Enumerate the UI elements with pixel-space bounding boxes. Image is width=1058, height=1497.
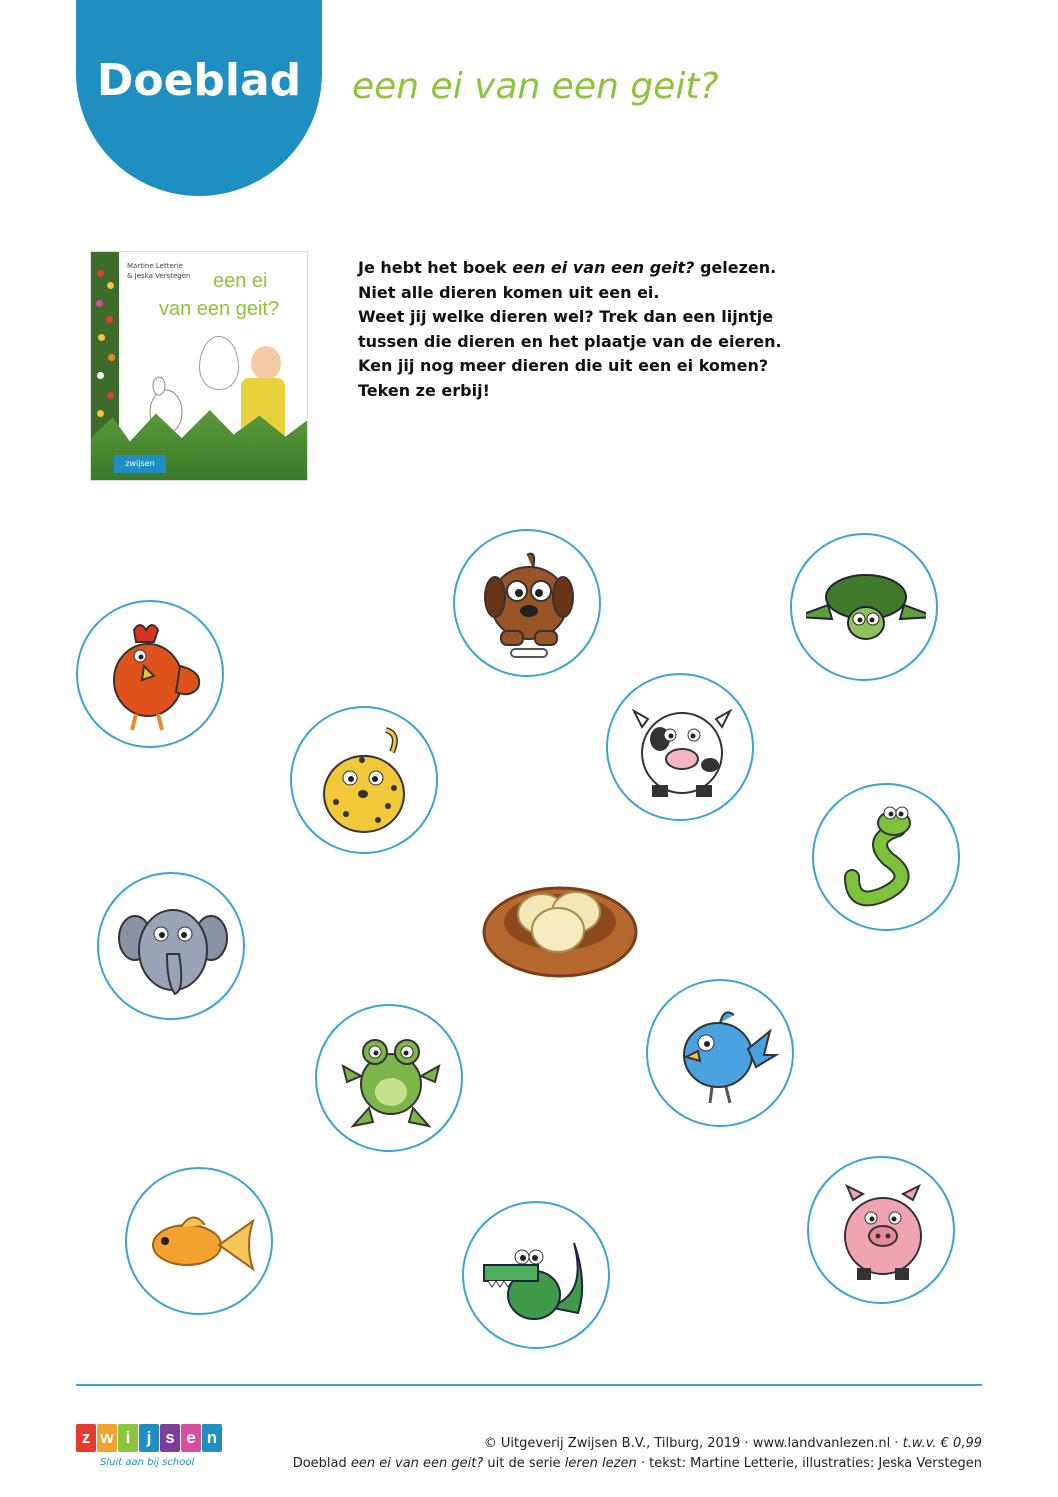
snake-icon <box>828 799 948 919</box>
cow-icon <box>622 689 742 809</box>
cover-authors: Martine Letterie & Jeska Verstegen <box>127 262 191 280</box>
egg-nest-icon <box>480 868 640 980</box>
leopard-icon <box>306 722 426 842</box>
goldfish-icon <box>141 1183 261 1303</box>
crocodile-icon <box>478 1217 598 1337</box>
dog-icon <box>469 545 589 665</box>
page-title: Doeblad <box>96 55 302 106</box>
bird-icon <box>662 995 782 1115</box>
instructions: Je hebt het boek een ei van een geit? gelezen. Niet alle dieren komen uit een ei. Weet jij welke dieren wel? Trek dan een lijntje tussen die dieren en het plaatje van de eieren. Ken jij nog meer dieren die uit een ei komen? Teken ze erbij! <box>358 258 782 400</box>
animal-circle-goldfish[interactable] <box>125 1167 273 1315</box>
animal-circle-pig[interactable] <box>807 1156 955 1304</box>
animal-circle-cow[interactable] <box>606 673 754 821</box>
animal-circle-snake[interactable] <box>812 783 960 931</box>
animal-circle-crocodile[interactable] <box>462 1201 610 1349</box>
cover-logo: zwijsen <box>114 455 166 473</box>
animal-circle-chicken[interactable] <box>76 600 224 748</box>
animal-circle-elephant[interactable] <box>97 872 245 1020</box>
logo-tagline: Sluit aan bij school <box>100 1457 195 1468</box>
animal-circle-dog[interactable] <box>453 529 601 677</box>
footer-credits: © Uitgeverij Zwijsen B.V., Tilburg, 2019 · www.landvanlezen.nl · t.w.v. € 0,99 Doeblad een ei van een geit? uit de serie leren lezen · tekst: Martine Letterie, illustraties: Jeska Verstegen <box>292 1436 982 1471</box>
egg-nest[interactable] <box>480 868 640 984</box>
animal-circle-bird[interactable] <box>646 979 794 1127</box>
zwijsen-logo: z w i j s e n <box>76 1424 223 1452</box>
cover-title-line1: een ei <box>213 270 268 292</box>
cover-title-line2: van een geit? <box>159 298 280 320</box>
turtle-icon <box>806 549 926 669</box>
cover-egg <box>199 336 239 390</box>
footer-divider <box>76 1384 982 1386</box>
cover-boy <box>251 346 281 380</box>
page-subtitle: een ei van een geit? <box>352 66 719 107</box>
frog-icon <box>331 1020 451 1140</box>
book-cover <box>90 251 308 481</box>
animal-circle-turtle[interactable] <box>790 533 938 681</box>
chicken-icon <box>92 616 212 736</box>
animal-circle-frog[interactable] <box>315 1004 463 1152</box>
pig-icon <box>823 1172 943 1292</box>
elephant-icon <box>113 888 233 1008</box>
animal-circle-leopard[interactable] <box>290 706 438 854</box>
